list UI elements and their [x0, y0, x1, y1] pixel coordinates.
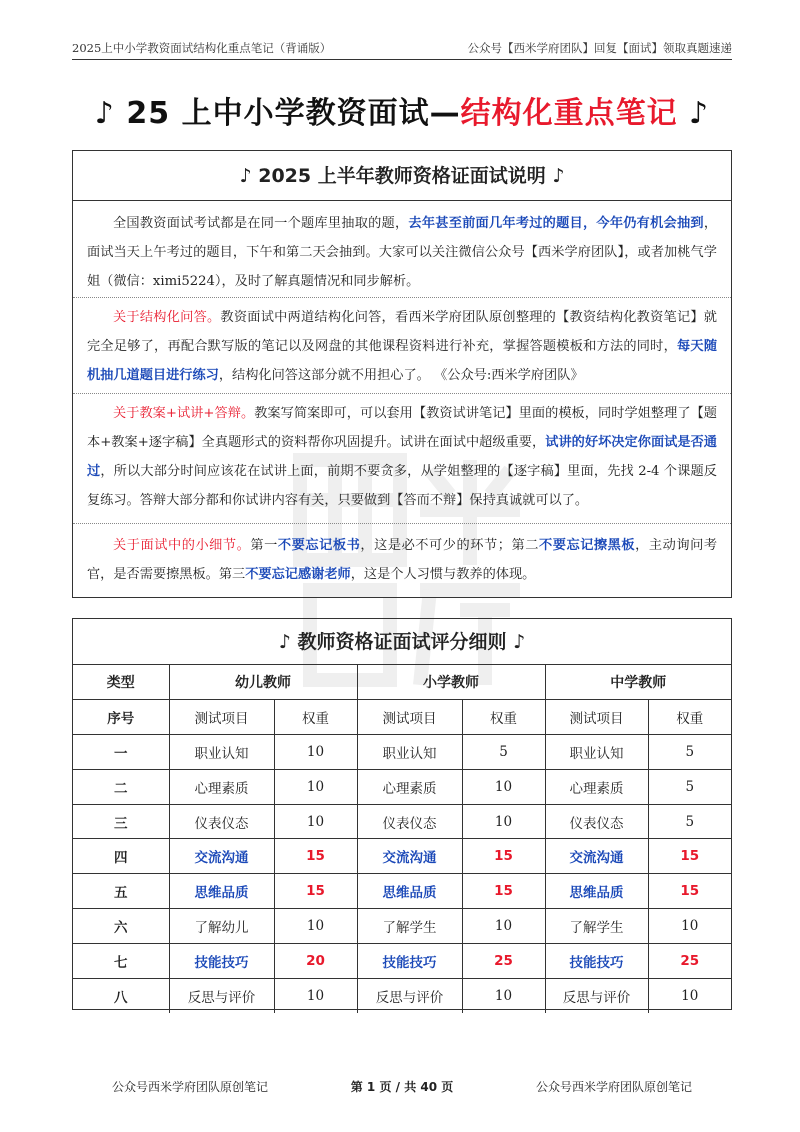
item-secondary: 交流沟通 — [545, 839, 648, 874]
item-primary: 技能技巧 — [357, 943, 462, 978]
item-primary: 交流沟通 — [357, 839, 462, 874]
footer-left: 公众号西米学府团队原创笔记 — [112, 1080, 269, 1094]
p1-text-a: 全国教资面试考试都是在同一个题库里抽取的题， — [113, 216, 409, 231]
row-index: 二 — [73, 769, 169, 804]
header-left-text: 2025上中小学教资面试结构化重点笔记（背诵版） — [72, 41, 332, 55]
weight-primary: 10 — [462, 769, 545, 804]
row-index: 八 — [73, 978, 169, 1013]
p3-lead: 关于教案+试讲+答辩。 — [113, 406, 255, 421]
item-kindergarten: 技能技巧 — [169, 943, 274, 978]
weight-label: 权重 — [648, 700, 731, 735]
item-kindergarten: 职业认知 — [169, 735, 274, 770]
table-row — [73, 735, 731, 770]
row-index: 五 — [73, 874, 169, 909]
row-index: 四 — [73, 839, 169, 874]
table-row — [73, 978, 731, 1013]
item-kindergarten: 仪表仪态 — [169, 804, 274, 839]
group-primary: 小学教师 — [357, 665, 545, 700]
p1-highlight: 去年甚至前面几年考过的题目，今年仍有机会抽到 — [408, 216, 704, 231]
divider — [73, 393, 731, 394]
table-row — [73, 943, 731, 978]
weight-primary: 10 — [462, 804, 545, 839]
weight-secondary: 5 — [648, 735, 731, 770]
divider — [73, 523, 731, 524]
weight-secondary: 15 — [648, 874, 731, 909]
weight-kindergarten: 10 — [274, 978, 357, 1013]
p2-highlight: 每天随机抽几道题目进行练习 — [87, 339, 718, 383]
intro-paragraph-lesson-plan — [73, 397, 731, 515]
item-secondary: 仪表仪态 — [545, 804, 648, 839]
p4-text-a: 第一 — [250, 538, 278, 553]
p1-text-c: ，面试当天上午考过的题目，下午和第二天会抽到。大家可以关注微信公众号【西米学府团队】，或者加桃气学姐（微信：ximi5224），及时了解真题情况和同步解析。 — [87, 216, 717, 289]
p4-highlight-thank-teacher: 不要忘记感谢老师 — [245, 567, 351, 582]
p3-highlight: 试讲的好坏决定你面试是否通过 — [87, 435, 717, 479]
row-index: 六 — [73, 909, 169, 944]
weight-primary: 25 — [462, 943, 545, 978]
item-secondary: 职业认知 — [545, 735, 648, 770]
table-row — [73, 874, 731, 909]
weight-kindergarten: 15 — [274, 839, 357, 874]
item-primary: 了解学生 — [357, 909, 462, 944]
intro-paragraph-exam-bank — [73, 203, 731, 296]
table-header-row-columns — [73, 700, 731, 735]
title-prefix: ♪ 25 上中小学教资面试— — [94, 96, 461, 131]
title-highlight: 结构化重点笔记 — [460, 96, 678, 131]
weight-secondary: 10 — [648, 978, 731, 1013]
table-row — [73, 804, 731, 839]
weight-secondary: 5 — [648, 804, 731, 839]
p2-text-c: ，结构化问答这部分就不用担心了。 《公众号:西米学府团队》 — [218, 368, 584, 383]
weight-secondary: 15 — [648, 839, 731, 874]
item-kindergarten: 了解幼儿 — [169, 909, 274, 944]
weight-kindergarten: 10 — [274, 804, 357, 839]
item-primary: 思维品质 — [357, 874, 462, 909]
item-kindergarten: 交流沟通 — [169, 839, 274, 874]
title-suffix: ♪ — [677, 96, 710, 131]
weight-secondary: 10 — [648, 909, 731, 944]
weight-primary: 15 — [462, 839, 545, 874]
row-index: 一 — [73, 735, 169, 770]
item-primary: 心理素质 — [357, 769, 462, 804]
table-header-row-groups — [73, 665, 731, 700]
footer-right: 公众号西米学府团队原创笔记 — [535, 1080, 692, 1094]
page-title — [72, 88, 732, 132]
weight-kindergarten: 10 — [274, 909, 357, 944]
weight-kindergarten: 15 — [274, 874, 357, 909]
item-secondary: 反思与评价 — [545, 978, 648, 1013]
weight-primary: 5 — [462, 735, 545, 770]
score-table — [73, 665, 731, 1013]
item-secondary: 思维品质 — [545, 874, 648, 909]
item-kindergarten: 心理素质 — [169, 769, 274, 804]
group-secondary: 中学教师 — [545, 665, 731, 700]
item-label: 测试项目 — [169, 700, 274, 735]
item-kindergarten: 思维品质 — [169, 874, 274, 909]
weight-label: 权重 — [274, 700, 357, 735]
table-row — [73, 909, 731, 944]
score-table-box — [72, 618, 732, 1010]
table-row — [73, 839, 731, 874]
item-kindergarten: 反思与评价 — [169, 978, 274, 1013]
score-rows — [73, 735, 731, 1013]
p4-highlight-blackboard-writing: 不要忘记板书 — [277, 538, 361, 553]
row-index: 三 — [73, 804, 169, 839]
intro-paragraph-details — [73, 531, 731, 589]
item-secondary: 心理素质 — [545, 769, 648, 804]
weight-kindergarten: 20 — [274, 943, 357, 978]
item-primary: 仪表仪态 — [357, 804, 462, 839]
p2-text-a: 教资面试中两道结构化问答，看西米学府团队原创整理的【教资结构化教资笔记】就完全足够了，再配合默写版的笔记以及网盘的其他课程资料进行补充，掌握答题模板和方法的同时， — [87, 310, 717, 354]
intro-box — [72, 150, 732, 598]
weight-label: 权重 — [462, 700, 545, 735]
weight-secondary: 5 — [648, 769, 731, 804]
item-primary: 反思与评价 — [357, 978, 462, 1013]
p3-text-c: ，所以大部分时间应该花在试讲上面，前期不要贪多，从学姐整理的【逐字稿】里面，先找 2-4 个课题反复练习。答辩大部分都和你试讲内容有关，只要做到【答而不辩】保持真诚就可以了。 — [87, 464, 717, 508]
score-table-heading: ♪ 教师资格证面试评分细则 ♪ — [73, 619, 731, 665]
intro-paragraph-structured-qa — [73, 301, 731, 390]
page-footer — [72, 1078, 732, 1095]
intro-heading: ♪ 2025 上半年教师资格证面试说明 ♪ — [73, 151, 731, 201]
p4-text-c: ，这是必不可少的环节；第二 — [360, 538, 539, 553]
p4-text-g: ，这是个人习惯与教养的体现。 — [350, 567, 536, 582]
p2-lead: 关于结构化问答。 — [113, 310, 221, 325]
item-secondary: 技能技巧 — [545, 943, 648, 978]
weight-primary: 10 — [462, 909, 545, 944]
p4-lead: 关于面试中的小细节。 — [113, 538, 251, 553]
weight-primary: 15 — [462, 874, 545, 909]
weight-kindergarten: 10 — [274, 735, 357, 770]
group-kindergarten: 幼儿教师 — [169, 665, 357, 700]
header-right-text: 公众号【西米学府团队】回复【面试】领取真题速递 — [467, 41, 732, 55]
table-row — [73, 769, 731, 804]
weight-kindergarten: 10 — [274, 769, 357, 804]
weight-secondary: 25 — [648, 943, 731, 978]
type-label: 类型 — [73, 665, 169, 700]
p4-highlight-erase-board: 不要忘记擦黑板 — [538, 538, 636, 553]
index-label: 序号 — [73, 700, 169, 735]
item-label: 测试项目 — [357, 700, 462, 735]
divider — [73, 297, 731, 298]
row-index: 七 — [73, 943, 169, 978]
item-label: 测试项目 — [545, 700, 648, 735]
item-primary: 职业认知 — [357, 735, 462, 770]
weight-primary: 10 — [462, 978, 545, 1013]
p4-text-e: ，主动询问考官，是否需要擦黑板。第三 — [87, 538, 718, 582]
footer-page-number: 第 1 页 / 共 40 页 — [350, 1080, 454, 1094]
page-header — [72, 40, 732, 60]
item-secondary: 了解学生 — [545, 909, 648, 944]
p3-text-a: 教案写简案即可，可以套用【教资试讲笔记】里面的模板，同时学姐整理了【题本+教案+逐字稿】全真题形式的资料帮你巩固提升。试讲在面试中超级重要， — [87, 406, 717, 450]
